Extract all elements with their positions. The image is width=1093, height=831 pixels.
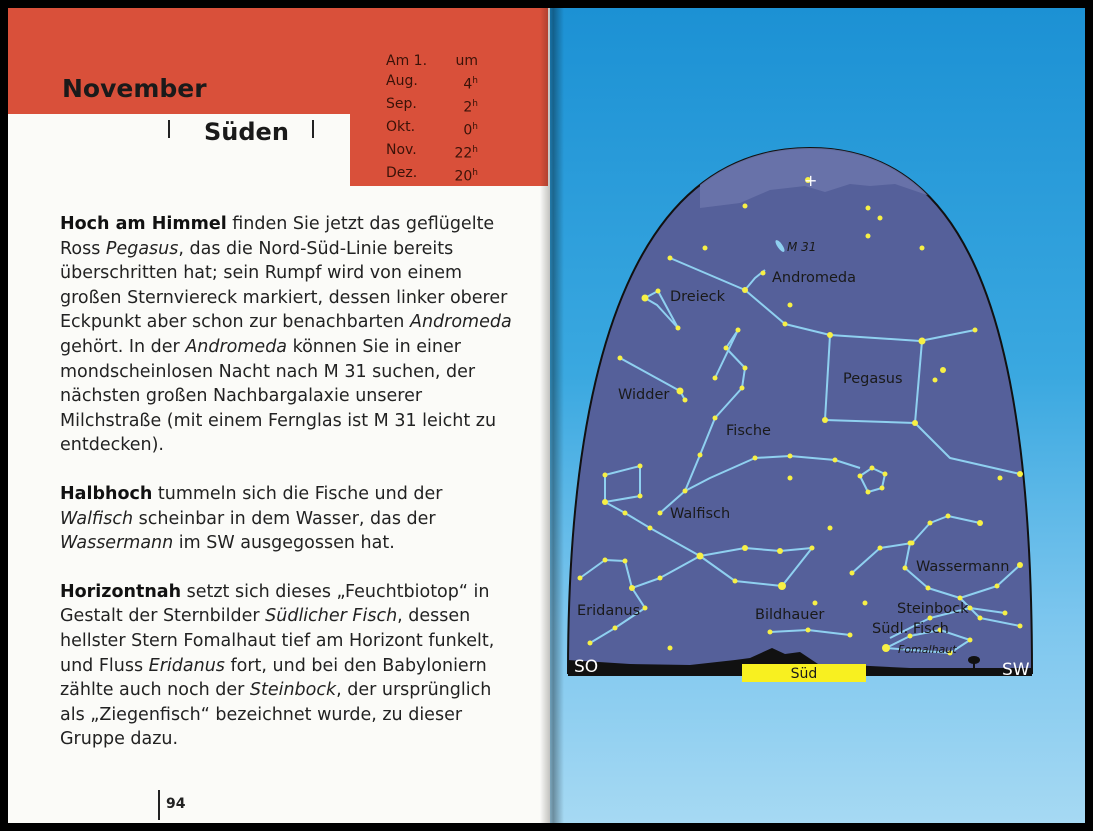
label-dreieck: Dreieck [670,289,726,305]
right-page [550,8,1085,823]
label-wassermann: Wassermann [916,559,1010,575]
star [912,420,918,426]
label-suedl-fisch: Südl. Fisch [872,621,949,637]
star [783,322,788,327]
star [1003,611,1008,616]
star [788,303,793,308]
label-fomalhaut: Fomalhaut [898,643,957,656]
star [866,490,871,495]
star [602,499,608,505]
paragraph-lead: Hoch am Himmel [60,214,227,234]
star [946,514,951,519]
left-page [8,8,550,823]
time-table-row [386,72,478,95]
time-table-row [386,141,478,164]
time-row-time: 22$^h$ [454,144,478,162]
label-fische: Fische [726,423,771,439]
time-table-row [386,95,478,118]
star [713,376,718,381]
star [683,489,688,494]
star [928,521,933,526]
star [603,558,608,563]
star [629,585,635,591]
paragraph-half-high: Halbhoch tummeln sich die Fische und der Walfisch scheinbar in dem Wasser, das der Wassermann im SW ausgegossen hat. [60,483,443,554]
star [977,520,983,526]
star [642,295,649,302]
star [768,630,773,635]
sky-dome-fill [568,148,1032,673]
star [827,332,833,338]
star [743,204,748,209]
zenith-marker-icon: + [804,171,818,190]
star [777,548,783,554]
time-table-header-time: um [455,53,478,69]
star [683,398,688,403]
star [810,546,815,551]
horizon-label-so: SO [574,657,599,677]
star [623,511,628,516]
page-number: 94 [166,796,186,812]
star [733,579,738,584]
star [713,416,718,421]
star [668,256,673,261]
star [863,601,868,606]
star [603,473,608,478]
book-gutter-shadow [540,8,564,823]
star [878,546,883,551]
star [742,545,748,551]
star [658,576,663,581]
star [736,328,741,333]
star [1017,471,1023,477]
label-walfisch: Walfisch [670,506,731,522]
time-table-row [386,164,478,187]
star [724,346,729,351]
star [743,366,748,371]
star [995,584,1000,589]
star [1018,624,1023,629]
star [703,246,708,251]
time-row-time: 2$^h$ [463,98,478,116]
star [778,582,786,590]
divider-right [312,120,314,138]
page-number-divider [158,790,160,820]
star [740,386,745,391]
star [882,644,890,652]
star [742,287,748,293]
paragraph-horizon: Horizontnah setzt sich dieses „Feuchtbiotop“ in Gestalt der Sternbilder Südlicher Fisch, dessen hellster Stern Fomalhaut tief am Horizont funkelt, und Fluss Eridanus fort, und bei den Babyloniern zählte auch noch der Steinbock, der ursprünglich als „Ziegenfisch“ bezeichnet wurde, zu dieser Gruppe dazu. [60,581,495,750]
star [919,338,926,345]
time-row-month: Aug. [386,72,418,89]
time-table-header [386,52,478,72]
star [813,601,818,606]
book-spread [8,8,1085,823]
star [753,456,758,461]
star [833,458,838,463]
star [920,246,925,251]
tree-trunk [973,661,975,669]
star [656,289,661,294]
header-cutout [8,114,350,194]
paragraph-lead: Horizontnah [60,581,182,602]
star [908,541,913,546]
divider-left [168,120,170,138]
star-map [550,8,1085,823]
star [828,526,833,531]
star [968,638,973,643]
time-row-month: Okt. [386,118,416,135]
time-table [386,52,478,187]
time-table-row [386,118,478,141]
star [880,486,885,491]
star [822,417,828,423]
star [697,553,704,560]
star [623,559,628,564]
star [958,596,963,601]
label-m31: M 31 [787,240,817,254]
label-andromeda: Andromeda [772,270,856,286]
label-widder: Widder [618,387,670,403]
star [850,571,855,576]
star [638,464,643,469]
paragraph-lead: Halbhoch [60,483,153,504]
star [806,628,811,633]
star [998,476,1003,481]
time-row-month: Sep. [386,95,417,112]
star [940,367,946,373]
star [578,576,583,581]
star [643,606,648,611]
time-table-header-month: Am 1. [386,53,428,69]
star [848,633,853,638]
label-pegasus: Pegasus [843,371,903,387]
time-row-time: 0$^h$ [463,121,478,139]
star [866,206,871,211]
star [870,466,875,471]
time-row-time: 20$^h$ [454,168,478,185]
paragraph-high-sky: Hoch am Himmel finden Sie jetzt das geflügelte Ross Pegasus, das die Nord-Süd-Linie bereits überschritten hat; sein Rumpf wird von einem großen Sternviereck markiert, dessen linker oberer Eckpunkt aber schon zur benachbarten Andromeda gehört. In der Andromeda können Sie in einer mondscheinlosen Nacht nach M 31 suchen, der nächsten großen Nachbargalaxie unserer Milchstraße (mit einem Fernglas ist M 31 leicht zu entdecken). [60,214,512,456]
time-row-month: Nov. [386,141,417,158]
star [933,378,938,383]
star [648,526,653,531]
time-row-month: Dez. [386,165,418,182]
star [676,326,681,331]
star [1017,562,1023,568]
label-bildhauer: Bildhauer [755,607,825,623]
star [698,453,703,458]
star [903,566,908,571]
time-row-time: 4$^h$ [463,75,478,93]
horizon-label-sued: Süd [790,666,818,682]
star [613,626,618,631]
star [926,586,931,591]
direction-title: Süden [204,118,289,146]
star [761,271,766,276]
star [658,511,663,516]
horizon-label-sw: SW [1002,660,1030,680]
label-steinbock: Steinbock [897,601,969,617]
star [973,328,978,333]
star [878,216,883,221]
star [618,356,623,361]
body-text [60,212,520,776]
star [668,646,673,651]
month-title: November [62,74,207,103]
label-eridanus: Eridanus [577,603,641,619]
star [788,454,793,459]
star [866,234,871,239]
star [788,476,793,481]
star [883,472,888,477]
star [677,388,684,395]
star [588,641,593,646]
star [638,494,643,499]
star [858,474,863,479]
star [978,616,983,621]
